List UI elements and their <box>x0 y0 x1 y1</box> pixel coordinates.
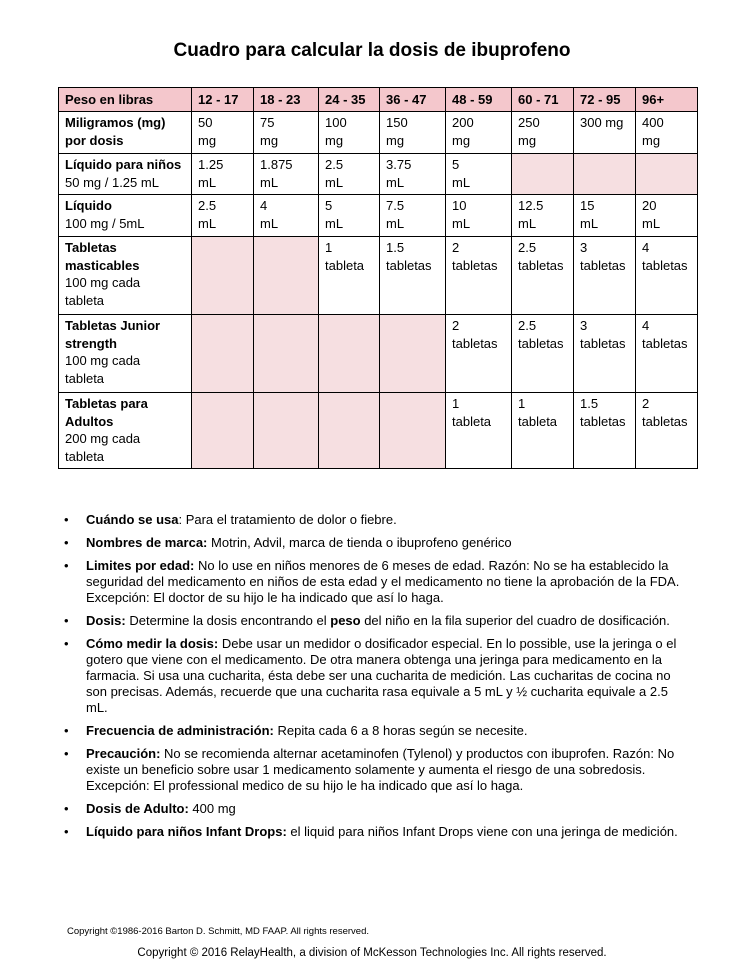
row-label-title: Líquido <box>65 198 112 213</box>
row-label-detail: tableta <box>65 292 105 308</box>
info-text: del niño en la fila superior del cuadro de dosificación. <box>360 612 670 628</box>
dose-value: tabletas <box>580 335 626 351</box>
dose-value: 1 <box>452 396 460 411</box>
table-row <box>59 154 698 195</box>
row-label-detail: 50 mg / 1.25 mL <box>65 174 159 190</box>
table-row <box>59 393 698 469</box>
dose-cell <box>512 315 574 393</box>
dose-value: 2 <box>452 318 460 333</box>
dose-value: tabletas <box>518 335 564 351</box>
dose-value: mL <box>580 215 599 231</box>
dose-value: tabletas <box>386 257 432 273</box>
dose-cell <box>512 237 574 315</box>
header-weight-col: 36 - 47 <box>380 88 446 112</box>
dose-cell <box>574 112 636 154</box>
row-label-title: Tabletas Junior strength <box>65 318 161 351</box>
row-label-title: Tabletas masticables <box>65 240 140 273</box>
dose-value: 150 <box>386 115 408 130</box>
info-text: No lo use en niños menores de 6 meses de edad. Razón: No se ha establecido la seguridad del medicamento en niños de esta edad y el medicamento no tiene la aprobación de la FDA. Excepción: El doctor de su hijo le ha indicado que así lo haga. <box>86 557 680 605</box>
empty-cell <box>192 237 254 315</box>
empty-cell <box>574 154 636 195</box>
empty-cell <box>512 154 574 195</box>
row-label <box>59 237 192 315</box>
dose-value: 400 <box>642 115 664 130</box>
empty-cell <box>319 315 380 393</box>
dose-value: 1 <box>325 240 333 255</box>
dose-value: mg <box>198 132 217 148</box>
bullet-icon: • <box>64 824 69 839</box>
dose-cell <box>319 237 380 315</box>
dose-cell <box>574 237 636 315</box>
info-item <box>64 557 686 607</box>
info-term: Frecuencia de administración: <box>86 723 274 739</box>
dose-cell <box>636 237 698 315</box>
dose-value: 5 <box>452 157 460 172</box>
dose-value: mL <box>518 215 537 231</box>
dose-cell <box>636 393 698 469</box>
info-text: el liquid para niños Infant Drops viene con una jeringa de medición. <box>290 824 678 839</box>
dose-cell <box>636 112 698 154</box>
dose-value: 4 <box>642 318 650 333</box>
dose-value: 2 <box>642 396 650 411</box>
dose-value: mg <box>642 132 661 148</box>
info-term: Cómo medir la dosis: <box>86 635 219 651</box>
info-term: Líquido para niños Infant Drops: <box>86 824 287 839</box>
dose-value: mL <box>386 174 405 190</box>
table-row <box>59 112 698 154</box>
dose-value: tabletas <box>452 335 498 351</box>
bullet-icon: • <box>64 635 69 651</box>
dose-value: mg <box>386 132 405 148</box>
header-weight-col: 60 - 71 <box>512 88 574 112</box>
info-item <box>64 534 686 551</box>
dose-value: 5 <box>325 198 333 213</box>
dose-cell <box>319 195 380 237</box>
dose-cell <box>192 154 254 195</box>
empty-cell <box>380 393 446 469</box>
dose-value: tableta <box>452 413 492 429</box>
empty-cell <box>192 315 254 393</box>
dose-value: 1 <box>518 396 526 411</box>
dose-value: 12.5 <box>518 198 544 213</box>
dose-value: mL <box>452 215 471 231</box>
table-row <box>59 237 698 315</box>
dosage-table <box>58 87 698 469</box>
row-label-detail: 100 mg / 5mL <box>65 215 145 231</box>
info-text: Debe usar un medidor o dosificador especial. En lo possible, use la jeringa o el gotero que viene con el medicamento. De otra manera obtenga una jeringa para medicamento en la farmacia. Si usa una cucharita, ésta debe ser una cucharita de medición. Las cucharitas de cocina no son precisas. Además, recuerde que una cucharita rasa equivale a 5 mL y ½ cucharita equivale a 2.5 mL. <box>86 635 677 716</box>
info-list <box>64 512 686 847</box>
info-term: Dosis: <box>86 612 126 628</box>
info-term: Precaución: <box>86 746 161 761</box>
dose-value: 1.5 <box>580 396 599 411</box>
dose-value: 100 <box>325 115 347 130</box>
row-label <box>59 195 192 237</box>
dose-value: mL <box>198 174 217 190</box>
dose-cell <box>446 195 512 237</box>
bullet-icon: • <box>64 723 69 739</box>
info-item <box>64 512 686 528</box>
dose-cell <box>446 393 512 469</box>
info-item <box>64 612 686 629</box>
dose-value: mL <box>260 215 279 231</box>
info-text: No se recomienda alternar acetaminofen (Tylenol) y productos con ibuprofen. Razón: No existe un beneficio sobre usar 1 medicamento solamente y aumenta el riesgo de una sobredosis. Excepción: El professional medico de su hijo le ha indicado que así lo haga. <box>86 746 675 794</box>
dose-value: mL <box>325 215 344 231</box>
dose-value: 75 <box>260 115 275 130</box>
empty-cell <box>254 393 319 469</box>
copyright-publisher: Copyright © 2016 RelayHealth, a division of McKesson Technologies Inc. All rights reserved. <box>137 947 607 959</box>
row-label-title: Miligramos (mg) por dosis <box>65 115 166 148</box>
dose-value: tableta <box>325 257 365 273</box>
info-separator: : <box>178 512 186 527</box>
page-title: Cuadro para calcular la dosis de ibuprofeno <box>173 40 571 61</box>
header-weight-col: 72 - 95 <box>574 88 636 112</box>
empty-cell <box>192 393 254 469</box>
dose-cell <box>446 112 512 154</box>
dose-value: 3 <box>580 240 588 255</box>
dose-cell <box>380 237 446 315</box>
dose-value: 7.5 <box>386 198 405 213</box>
empty-cell <box>254 315 319 393</box>
table-row <box>59 315 698 393</box>
dose-value: mL <box>198 215 217 231</box>
dose-value: tableta <box>518 413 558 429</box>
dose-value: 1.875 <box>260 157 293 172</box>
dose-cell <box>319 112 380 154</box>
dose-cell <box>254 154 319 195</box>
table-row <box>59 195 698 237</box>
info-text: Repita cada 6 a 8 horas según se necesite. <box>277 723 528 739</box>
dose-cell <box>446 315 512 393</box>
table-header-row <box>59 88 698 112</box>
dose-cell <box>636 315 698 393</box>
dose-cell <box>254 195 319 237</box>
row-label-title: Tabletas para Adultos <box>65 396 148 429</box>
dose-value: 2.5 <box>518 318 537 333</box>
dose-cell <box>512 112 574 154</box>
dose-value: mg <box>518 132 537 148</box>
info-text: Determine la dosis encontrando el <box>129 612 331 628</box>
dose-value: mg <box>452 132 471 148</box>
dose-value: 1.5 <box>386 240 405 255</box>
bullet-icon: • <box>64 801 69 817</box>
dose-value: tabletas <box>580 413 626 429</box>
info-term: Cuándo se usa <box>86 512 179 527</box>
dose-value: tabletas <box>580 257 626 273</box>
dose-value: mL <box>642 215 661 231</box>
header-label: Peso en libras <box>59 88 192 112</box>
dose-cell <box>319 154 380 195</box>
bullet-icon: • <box>64 534 69 550</box>
bullet-icon: • <box>64 512 69 527</box>
dose-value: 3 <box>580 318 588 333</box>
dose-cell <box>446 154 512 195</box>
bullet-icon: • <box>64 746 69 761</box>
dose-cell <box>574 195 636 237</box>
dose-cell <box>380 154 446 195</box>
dose-value: 15 <box>580 198 595 213</box>
row-label-detail: 100 mg cada <box>65 275 141 290</box>
header-weight-col: 96+ <box>636 88 698 112</box>
info-text: 400 mg <box>192 801 236 817</box>
dose-cell <box>636 195 698 237</box>
dose-cell <box>446 237 512 315</box>
row-label-detail: tableta <box>65 370 105 386</box>
info-text: Motrin, Advil, marca de tienda o ibuprofeno genérico <box>211 534 512 550</box>
dose-value: 20 <box>642 198 657 213</box>
info-item <box>64 635 686 717</box>
row-label <box>59 154 192 195</box>
info-item <box>64 723 686 739</box>
dose-value: 2.5 <box>518 240 537 255</box>
dose-value: 4 <box>260 198 268 213</box>
info-item <box>64 746 686 795</box>
dose-value: 50 <box>198 115 213 130</box>
dose-value: tabletas <box>642 335 688 351</box>
dose-cell <box>574 393 636 469</box>
dose-cell <box>380 195 446 237</box>
dose-cell <box>380 112 446 154</box>
dose-value: 2.5 <box>198 198 217 213</box>
row-label-detail: 100 mg cada <box>65 353 141 368</box>
info-term: Limites por edad: <box>86 557 195 573</box>
header-weight-col: 24 - 35 <box>319 88 380 112</box>
dose-value: mL <box>386 215 405 231</box>
header-weight-col: 12 - 17 <box>192 88 254 112</box>
row-label-detail: tableta <box>65 448 105 464</box>
info-item <box>64 824 686 840</box>
dose-value: mL <box>260 174 279 190</box>
dose-value: tabletas <box>518 257 564 273</box>
dose-value: mg <box>325 132 344 148</box>
dose-value: 4 <box>642 240 650 255</box>
dose-cell <box>192 195 254 237</box>
header-weight-col: 48 - 59 <box>446 88 512 112</box>
dose-cell <box>254 112 319 154</box>
info-emphasis: peso <box>330 612 361 628</box>
empty-cell <box>380 315 446 393</box>
dose-value: mL <box>325 174 344 190</box>
row-label <box>59 315 192 393</box>
dose-value: tabletas <box>452 257 498 273</box>
row-label <box>59 393 192 469</box>
copyright-author: Copyright ©1986-2016 Barton D. Schmitt, MD FAAP. All rights reserved. <box>67 926 369 937</box>
dose-cell <box>512 393 574 469</box>
dose-value: 1.25 <box>198 157 224 172</box>
row-label <box>59 112 192 154</box>
info-text: Para el tratamiento de dolor o fiebre. <box>185 512 397 527</box>
dose-cell <box>574 315 636 393</box>
dose-value: tabletas <box>642 413 688 429</box>
empty-cell <box>254 237 319 315</box>
bullet-icon: • <box>64 612 69 628</box>
empty-cell <box>636 154 698 195</box>
empty-cell <box>319 393 380 469</box>
dose-value: 2 <box>452 240 460 255</box>
dose-cell <box>512 195 574 237</box>
dose-cell <box>192 112 254 154</box>
bullet-icon: • <box>64 557 69 573</box>
dose-value: mL <box>452 174 471 190</box>
dose-value: tabletas <box>642 257 688 273</box>
dose-value: 300 mg <box>580 115 624 130</box>
dose-value: 10 <box>452 198 467 213</box>
row-label-detail: 200 mg cada <box>65 431 141 446</box>
dose-value: 200 <box>452 115 474 130</box>
table-body <box>59 112 698 469</box>
header-weight-col: 18 - 23 <box>254 88 319 112</box>
dose-value: mg <box>260 132 279 148</box>
dose-value: 3.75 <box>386 157 412 172</box>
row-label-title: Líquido para niños <box>65 157 182 172</box>
info-term: Dosis de Adulto: <box>86 801 189 817</box>
dose-value: 2.5 <box>325 157 344 172</box>
info-term: Nombres de marca: <box>86 534 208 550</box>
info-item <box>64 801 686 817</box>
dose-value: 250 <box>518 115 540 130</box>
